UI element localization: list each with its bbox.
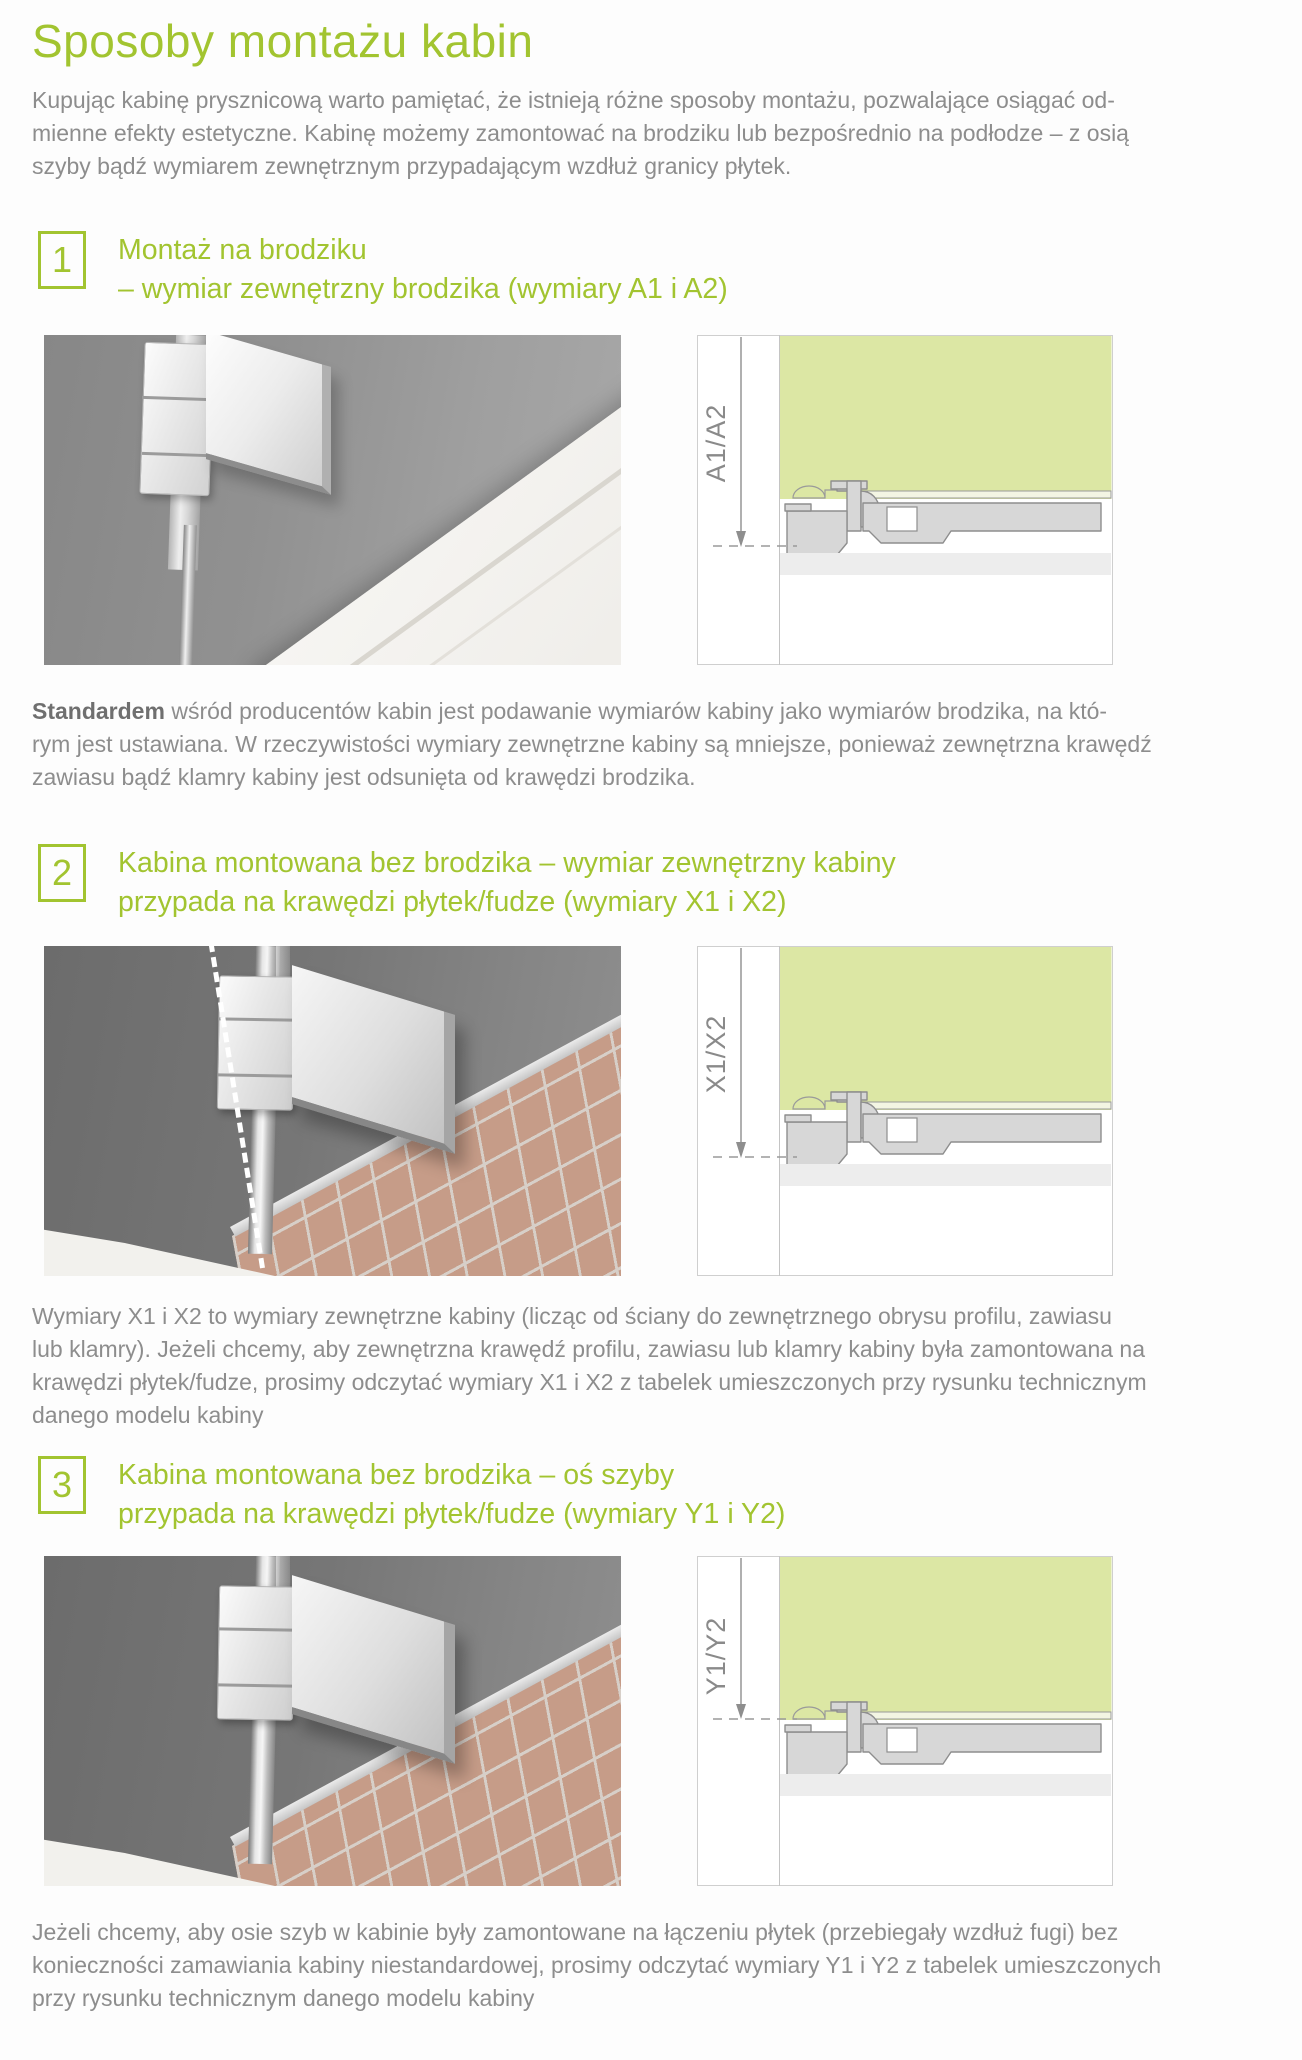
wall-bracket — [292, 965, 455, 1154]
section-3-photo — [44, 1556, 621, 1886]
note-lead-bold: Standardem — [32, 698, 165, 724]
note-line — [32, 695, 1270, 728]
note-line: zawiasu bądź klamry kabiny jest odsunięta od krawędzi brodzika. — [32, 764, 696, 790]
section-heading-line: Kabina montowana bez brodzika – wymiar zewnętrzny kabiny — [118, 847, 896, 879]
section-2-figures — [44, 946, 1270, 1276]
wall-bracket — [206, 335, 331, 495]
diagram-dimension-label: X1/X2 — [701, 1014, 731, 1094]
section-1-header — [32, 231, 1270, 309]
section-2-diagram — [697, 946, 1113, 1276]
note-line: konieczności zamawiania kabiny niestandardowej, prosimy odczytać wymiary Y1 i Y2 z tabelek umieszczonych — [32, 1952, 1162, 1978]
hinge-plate — [217, 1585, 295, 1720]
section-2-note — [32, 1300, 1270, 1432]
intro-paragraph — [32, 84, 1270, 183]
section-number-badge: 3 — [38, 1456, 86, 1514]
note-line: przy rysunku technicznym danego modelu kabiny — [32, 1985, 535, 2011]
intro-line: mienne efekty estetyczne. Kabinę możemy zamontować na brodziku lub bezpośrednio na podłodze – z osią — [32, 120, 1129, 146]
section-2-heading — [118, 844, 896, 922]
section-heading-line: przypada na krawędzi płytek/fudze (wymiary X1 i X2) — [118, 886, 787, 918]
hinge-plate — [139, 342, 214, 496]
diagram-dimension-label: Y1/Y2 — [701, 1616, 731, 1696]
section-2-photo — [44, 946, 621, 1276]
section-2-header — [32, 844, 1270, 922]
page-title: Sposoby montażu kabin — [32, 15, 534, 67]
cross-section-drawing — [697, 335, 1113, 665]
section-1-photo — [44, 335, 621, 665]
note-line: lub klamry). Jeżeli chcemy, aby zewnętrzna krawędź profilu, zawiasu lub klamry kabiny była zamontowana na — [32, 1336, 1145, 1362]
diagram-dimension-label: A1/A2 — [701, 403, 731, 483]
section-3-header — [32, 1456, 1270, 1534]
section-1-heading — [118, 231, 728, 309]
section-heading-line: Kabina montowana bez brodzika – oś szyby — [118, 1459, 675, 1491]
section-heading-line: przypada na krawędzi płytek/fudze (wymiary Y1 i Y2) — [118, 1498, 786, 1530]
section-3-note — [32, 1916, 1270, 2015]
intro-line: Kupując kabinę prysznicową warto pamiętać, że istnieją różne sposoby montażu, pozwalające osiągać od- — [32, 87, 1115, 113]
cross-section-drawing — [697, 1556, 1113, 1886]
note-line: danego modelu kabiny — [32, 1402, 264, 1428]
section-3-figures — [44, 1556, 1270, 1886]
wall-bracket — [292, 1575, 455, 1764]
note-line: Jeżeli chcemy, aby osie szyb w kabinie były zamontowane na łączeniu płytek (przebiegały wzdłuż fugi) bez — [32, 1919, 1119, 1945]
section-heading-line: – wymiar zewnętrzny brodzika (wymiary A1 i A2) — [118, 273, 728, 305]
cross-section-drawing — [697, 946, 1113, 1276]
page — [0, 14, 1302, 2015]
section-heading-line: Montaż na brodziku — [118, 234, 367, 266]
note-line: krawędzi płytek/fudze, prosimy odczytać wymiary X1 i X2 z tabelek umieszczonych przy rysunku technicznym — [32, 1369, 1147, 1395]
section-3-diagram — [697, 1556, 1113, 1886]
section-1-diagram — [697, 335, 1113, 665]
section-number-badge: 1 — [38, 231, 86, 289]
section-1-figures — [44, 335, 1270, 665]
section-3-heading — [118, 1456, 785, 1534]
intro-line: szyby bądź wymiarem zewnętrznym przypadającym wzdłuż granicy płytek. — [32, 153, 792, 179]
section-1-note — [32, 695, 1270, 794]
note-line-rest: wśród producentów kabin jest podawanie wymiarów kabiny jako wymiarów brodzika, na któ- — [164, 698, 1108, 724]
note-line: Wymiary X1 i X2 to wymiary zewnętrzne kabiny (licząc od ściany do zewnętrznego obrysu profilu, zawiasu — [32, 1303, 1112, 1329]
section-number-badge: 2 — [38, 844, 86, 902]
note-line: rym jest ustawiana. W rzeczywistości wymiary zewnętrzne kabiny są mniejsze, ponieważ zewnętrzna krawędź — [32, 731, 1152, 757]
